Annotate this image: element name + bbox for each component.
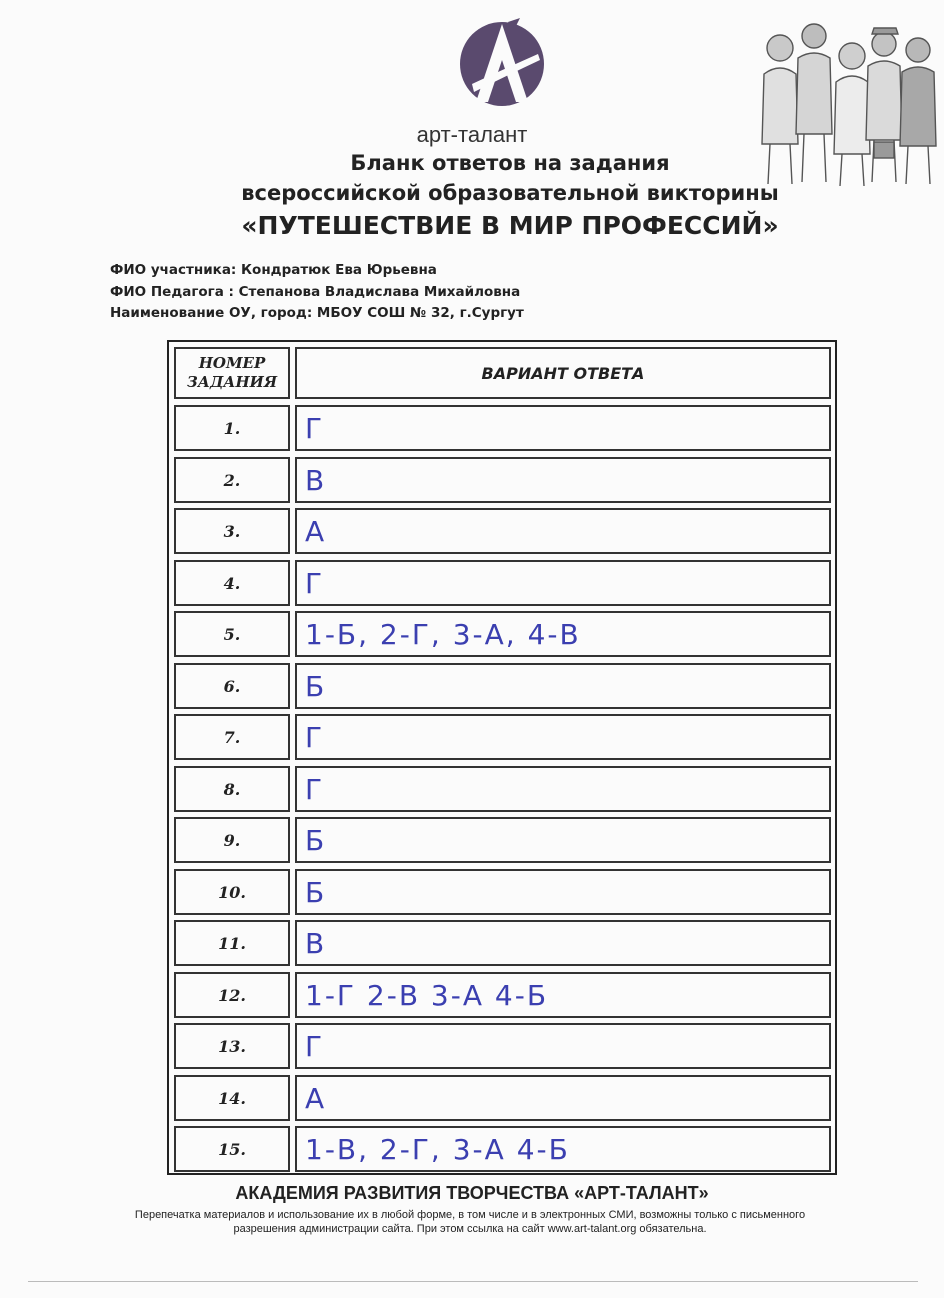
header-number: НОМЕР ЗАДАНИЯ: [174, 347, 290, 399]
professions-illustration-icon: [752, 14, 938, 190]
task-number: 14.: [174, 1075, 290, 1121]
task-number: 1.: [174, 405, 290, 451]
school-name: Наименование ОУ, город: МБОУ СОШ № 32, г.Сургут: [110, 305, 524, 321]
task-number: 13.: [174, 1023, 290, 1069]
task-number: 9.: [174, 817, 290, 863]
answer-cell: Б: [295, 817, 831, 863]
participant-name: ФИО участника: Кондратюк Ева Юрьевна: [110, 262, 437, 278]
teacher-name: ФИО Педагога : Степанова Владислава Михайловна: [110, 284, 521, 300]
answer-cell: Г: [295, 766, 831, 812]
task-number: 12.: [174, 972, 290, 1018]
task-number: 6.: [174, 663, 290, 709]
task-number: 8.: [174, 766, 290, 812]
answer-cell: Г: [295, 1023, 831, 1069]
quiz-title: «ПУТЕШЕСТВИЕ В МИР ПРОФЕССИЙ»: [241, 211, 779, 240]
task-number: 3.: [174, 508, 290, 554]
task-number: 15.: [174, 1126, 290, 1172]
task-number: 4.: [174, 560, 290, 606]
task-number: 5.: [174, 611, 290, 657]
answer-cell: 1-В, 2-Г, 3-А 4-Б: [295, 1126, 831, 1172]
answer-cell: 1-Г 2-В 3-А 4-Б: [295, 972, 831, 1018]
answer-cell: В: [295, 920, 831, 966]
answer-cell: Б: [295, 663, 831, 709]
header-answer: ВАРИАНТ ОТВЕТА: [295, 347, 831, 399]
answer-cell: 1-Б, 2-Г, 3-А, 4-В: [295, 611, 831, 657]
brand-name: арт-талант: [416, 122, 528, 147]
footer-note: Перепечатка материалов и использование их в любой форме, в том числе и в электронных СМИ, возможны только с письменного разрешения администрации сайта. При этом ссылка на сайт www.art-talant.org обязательна.: [134, 1209, 806, 1235]
art-talant-logo-icon: [458, 14, 546, 114]
answer-cell: В: [295, 457, 831, 503]
task-number: 10.: [174, 869, 290, 915]
answer-cell: А: [295, 508, 831, 554]
answer-cell: Г: [295, 560, 831, 606]
answer-cell: Г: [295, 405, 831, 451]
page-divider: [28, 1281, 918, 1282]
answer-table: [167, 340, 837, 1175]
answer-cell: Г: [295, 714, 831, 760]
answer-cell: Б: [295, 869, 831, 915]
answer-cell: А: [295, 1075, 831, 1121]
task-number: 2.: [174, 457, 290, 503]
task-number: 7.: [174, 714, 290, 760]
footer-title: АКАДЕМИЯ РАЗВИТИЯ ТВОРЧЕСТВА «АРТ-ТАЛАНТ»: [235, 1183, 709, 1203]
title-line-2: всероссийской образовательной викторины: [241, 181, 779, 205]
task-number: 11.: [174, 920, 290, 966]
title-line-1: Бланк ответов на задания: [350, 151, 670, 175]
